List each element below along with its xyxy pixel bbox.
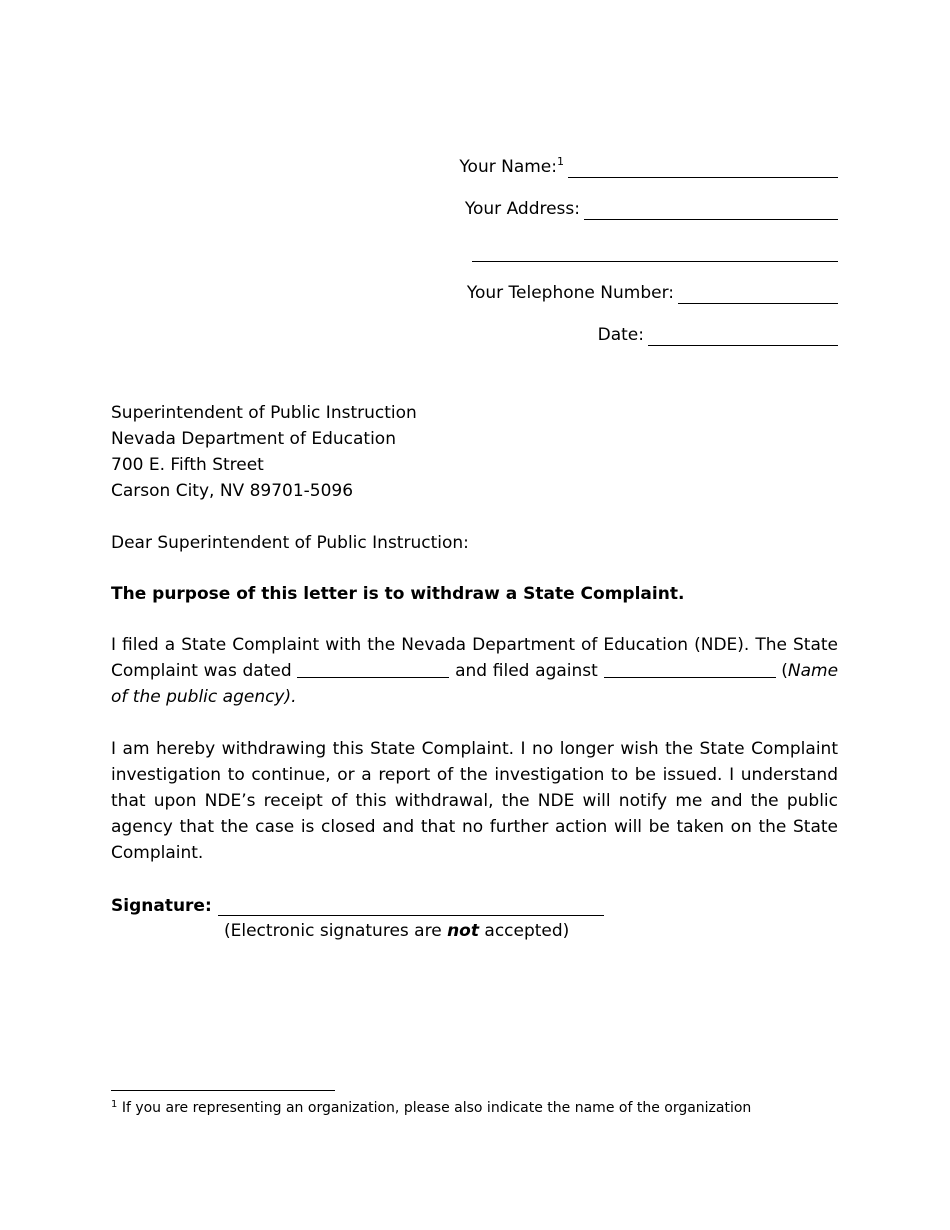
footnote-ref: 1 xyxy=(557,155,564,168)
address-line2-row xyxy=(440,234,838,262)
purpose-statement: The purpose of this letter is to withdraw a State Complaint. xyxy=(111,584,685,604)
telephone-label: Your Telephone Number: xyxy=(466,283,674,303)
recipient-line1: Superintendent of Public Instruction xyxy=(111,403,417,423)
name-row xyxy=(440,150,838,178)
address-line2-field[interactable] xyxy=(472,239,838,262)
complaint-details-paragraph: I filed a State Complaint with the Nevada Department of Education (NDE). The State Complaint was dated and filed against (Name of the public agency). xyxy=(111,635,839,707)
agency-name-field[interactable] xyxy=(604,659,776,678)
recipient-line3: 700 E. Fifth Street xyxy=(111,455,264,475)
recipient-address xyxy=(111,400,417,504)
withdrawal-paragraph: I am hereby withdrawing this State Complaint. I no longer wish the State Complaint investigation to continue, or a report of the investigation to be issued. I understand that upon NDE’s receipt of this withdrawal, the NDE will notify me and the public agency that the case is closed and that no further action will be taken on the State Complaint. xyxy=(111,739,838,863)
address-label: Your Address: xyxy=(464,199,580,219)
date-label: Date: xyxy=(597,325,644,345)
signature-field[interactable] xyxy=(218,895,604,916)
recipient-line4: Carson City, NV 89701-5096 xyxy=(111,481,354,501)
date-row xyxy=(440,318,838,346)
telephone-row xyxy=(440,276,838,304)
salutation: Dear Superintendent of Public Instruction: xyxy=(111,533,469,553)
footnote-number: 1 xyxy=(111,1099,118,1110)
complaint-date-field[interactable] xyxy=(297,659,449,678)
date-field[interactable] xyxy=(648,323,838,346)
address-row xyxy=(440,192,838,220)
footnote-divider xyxy=(111,1090,335,1091)
recipient-line2: Nevada Department of Education xyxy=(111,429,396,449)
signature-row xyxy=(111,890,604,916)
signature-note-emphasis: not xyxy=(447,921,479,941)
address-field[interactable] xyxy=(584,197,838,220)
signature-label: Signature: xyxy=(111,896,212,916)
sender-info-form xyxy=(440,150,838,360)
signature-note: (Electronic signatures are not accepted) xyxy=(224,921,570,941)
name-field[interactable] xyxy=(568,155,838,178)
telephone-field[interactable] xyxy=(678,281,838,304)
footnote: $^1$ If you are representing an organization, please also indicate the name of the organization xyxy=(111,1099,752,1116)
agency-hint: Name of the public agency). xyxy=(111,661,839,707)
name-label: Your Name:$^1$ xyxy=(459,155,564,177)
